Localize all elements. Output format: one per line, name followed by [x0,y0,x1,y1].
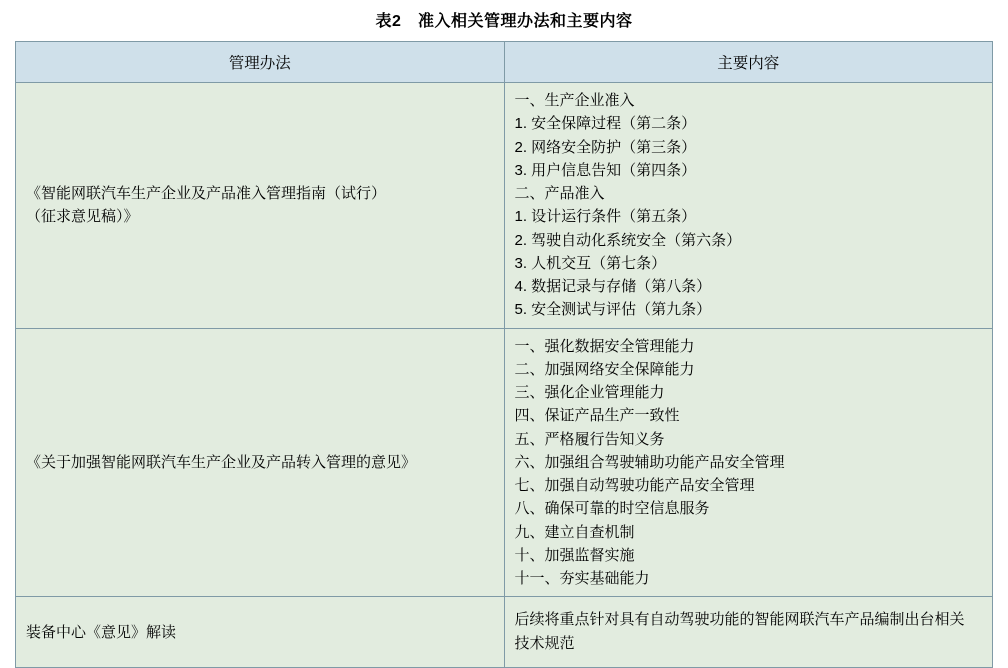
content-line: 九、建立自查机制 [514,523,635,541]
table-row [16,328,993,597]
content-line: 五、严格履行告知义务 [514,430,665,448]
content-line: 1. 安全保障过程（第二条） [514,115,697,133]
content-line: 后续将重点针对具有自动驾驶功能的智能网联汽车产品编制出台相关 [514,611,965,629]
column-header-method: 管理办法 [16,42,505,83]
method-line: 装备中心《意见》解读 [26,623,177,641]
content-line: 十、加强监督实施 [514,546,635,564]
method-line: 《关于加强智能网联汽车生产企业及产品转入管理的意见》 [26,453,417,471]
content-line: 一、生产企业准入 [514,92,635,109]
method-line: （征求意见稿）》 [26,208,139,226]
table-row [16,597,993,668]
content-line: 2. 网络安全防护（第三条） [514,138,697,156]
content-line: 3. 用户信息告知（第四条） [514,161,697,179]
cell-method [16,328,505,597]
content-line: 技术规范 [514,635,575,653]
content-line: 十一、夯实基础能力 [514,570,650,587]
method-text [26,182,494,229]
content-line: 三、强化企业管理能力 [514,384,665,401]
cell-content [504,328,993,597]
content-text [515,608,983,656]
method-text [26,451,494,474]
cell-content [504,83,993,329]
content-line: 一、强化数据安全管理能力 [514,337,695,355]
content-line: 2. 驾驶自动化系统安全（第六条） [514,231,742,249]
cell-method [16,83,505,329]
content-line: 六、加强组合驾驶辅助功能产品安全管理 [514,453,785,471]
cell-content [504,597,993,668]
access-regulations-table [15,41,993,668]
method-text [26,621,494,644]
table-header [16,42,993,83]
table-body [16,83,993,668]
content-text [515,335,983,591]
content-line: 二、加强网络安全保障能力 [514,360,695,378]
content-line: 5. 安全测试与评估（第九条） [514,301,712,319]
content-line: 4. 数据记录与存储（第八条） [514,278,712,295]
method-line: 《智能网联汽车生产企业及产品准入管理指南（试行） [26,185,387,202]
content-line: 七、加强自动驾驶功能产品安全管理 [514,477,755,494]
content-line: 1. 设计运行条件（第五条） [514,208,697,226]
table-row [16,83,993,329]
content-text [515,89,983,322]
content-line: 八、确保可靠的时空信息服务 [514,500,710,518]
content-line: 四、保证产品生产一致性 [514,407,680,425]
cell-method [16,597,505,668]
content-line: 3. 人机交互（第七条） [514,254,667,272]
content-line: 二、产品准入 [514,185,605,202]
column-header-content: 主要内容 [504,42,993,83]
table-caption: 表2 准入相关管理办法和主要内容 [375,13,633,30]
table-header-row [16,42,993,83]
